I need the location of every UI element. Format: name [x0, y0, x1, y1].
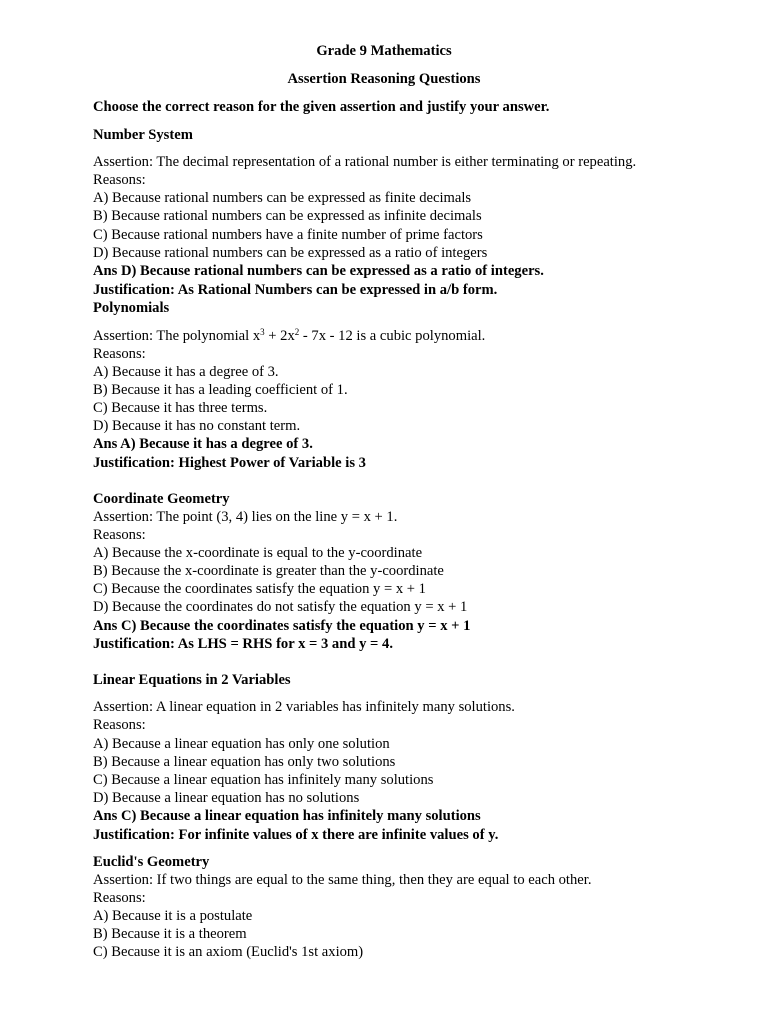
justification: Justification: As LHS = RHS for x = 3 and y = 4.	[93, 636, 393, 652]
option-a: A) Because rational numbers can be expressed as finite decimals	[93, 190, 472, 206]
instruction: Choose the correct reason for the given assertion and justify your answer.	[93, 99, 550, 115]
section-heading: Coordinate Geometry	[93, 491, 230, 507]
option-d: D) Because it has no constant term.	[93, 418, 301, 434]
reasons-label: Reasons:	[93, 890, 146, 906]
answer: Ans C) Because a linear equation has infinitely many solutions	[93, 808, 481, 824]
exponent: 3	[260, 327, 265, 337]
reasons-label: Reasons:	[93, 346, 146, 362]
answer: Ans D) Because rational numbers can be expressed as a ratio of integers.	[93, 263, 544, 279]
assertion	[93, 327, 485, 345]
option-b: B) Because a linear equation has only two solutions	[93, 754, 396, 770]
reasons-label: Reasons:	[93, 172, 146, 188]
assertion-text: + 2x	[264, 328, 295, 344]
option-c: C) Because a linear equation has infinitely many solutions	[93, 772, 434, 788]
document-title: Grade 9 Mathematics	[316, 43, 452, 59]
assertion: Assertion: The point (3, 4) lies on the line y = x + 1.	[93, 509, 398, 525]
section-heading: Polynomials	[93, 300, 170, 316]
exponent: 2	[294, 327, 300, 337]
assertion: Assertion: The decimal representation of a rational number is either terminating or repeating.	[93, 154, 637, 170]
option-b: B) Because it is a theorem	[93, 926, 247, 942]
option-c: C) Because it has three terms.	[93, 400, 268, 416]
option-b: B) Because it has a leading coefficient of 1.	[93, 382, 348, 398]
section-heading: Euclid's Geometry	[93, 854, 210, 870]
option-a: A) Because the x-coordinate is equal to the y-coordinate	[93, 545, 423, 561]
answer: Ans C) Because the coordinates satisfy the equation y = x + 1	[93, 618, 471, 634]
reasons-label: Reasons:	[93, 527, 146, 543]
assertion: Assertion: A linear equation in 2 variables has infinitely many solutions.	[93, 699, 515, 715]
reasons-label: Reasons:	[93, 717, 146, 733]
option-c: C) Because it is an axiom (Euclid's 1st axiom)	[93, 944, 364, 960]
option-a: A) Because a linear equation has only one solution	[93, 736, 390, 752]
option-a: A) Because it has a degree of 3.	[93, 364, 279, 380]
justification: Justification: Highest Power of Variable is 3	[93, 455, 366, 471]
option-c: C) Because rational numbers have a finite number of prime factors	[93, 227, 483, 243]
section-heading: Linear Equations in 2 Variables	[93, 672, 291, 688]
assertion-text: - 7x - 12 is a cubic polynomial.	[299, 328, 486, 344]
option-d: D) Because rational numbers can be expressed as a ratio of integers	[93, 245, 488, 261]
justification: Justification: As Rational Numbers can be expressed in a/b form.	[93, 282, 498, 298]
assertion-text: Assertion: The polynomial x	[93, 328, 261, 344]
answer: Ans A) Because it has a degree of 3.	[93, 436, 313, 452]
option-d: D) Because a linear equation has no solutions	[93, 790, 360, 806]
justification: Justification: For infinite values of x there are infinite values of y.	[93, 827, 499, 843]
option-b: B) Because rational numbers can be expressed as infinite decimals	[93, 208, 482, 224]
option-c: C) Because the coordinates satisfy the equation y = x + 1	[93, 581, 426, 597]
option-a: A) Because it is a postulate	[93, 908, 253, 924]
option-b: B) Because the x-coordinate is greater than the y-coordinate	[93, 563, 444, 579]
assertion: Assertion: If two things are equal to the same thing, then they are equal to each other.	[93, 872, 592, 888]
document-subtitle: Assertion Reasoning Questions	[287, 71, 481, 87]
option-d: D) Because the coordinates do not satisfy the equation y = x + 1	[93, 599, 468, 615]
section-heading: Number System	[93, 127, 193, 143]
